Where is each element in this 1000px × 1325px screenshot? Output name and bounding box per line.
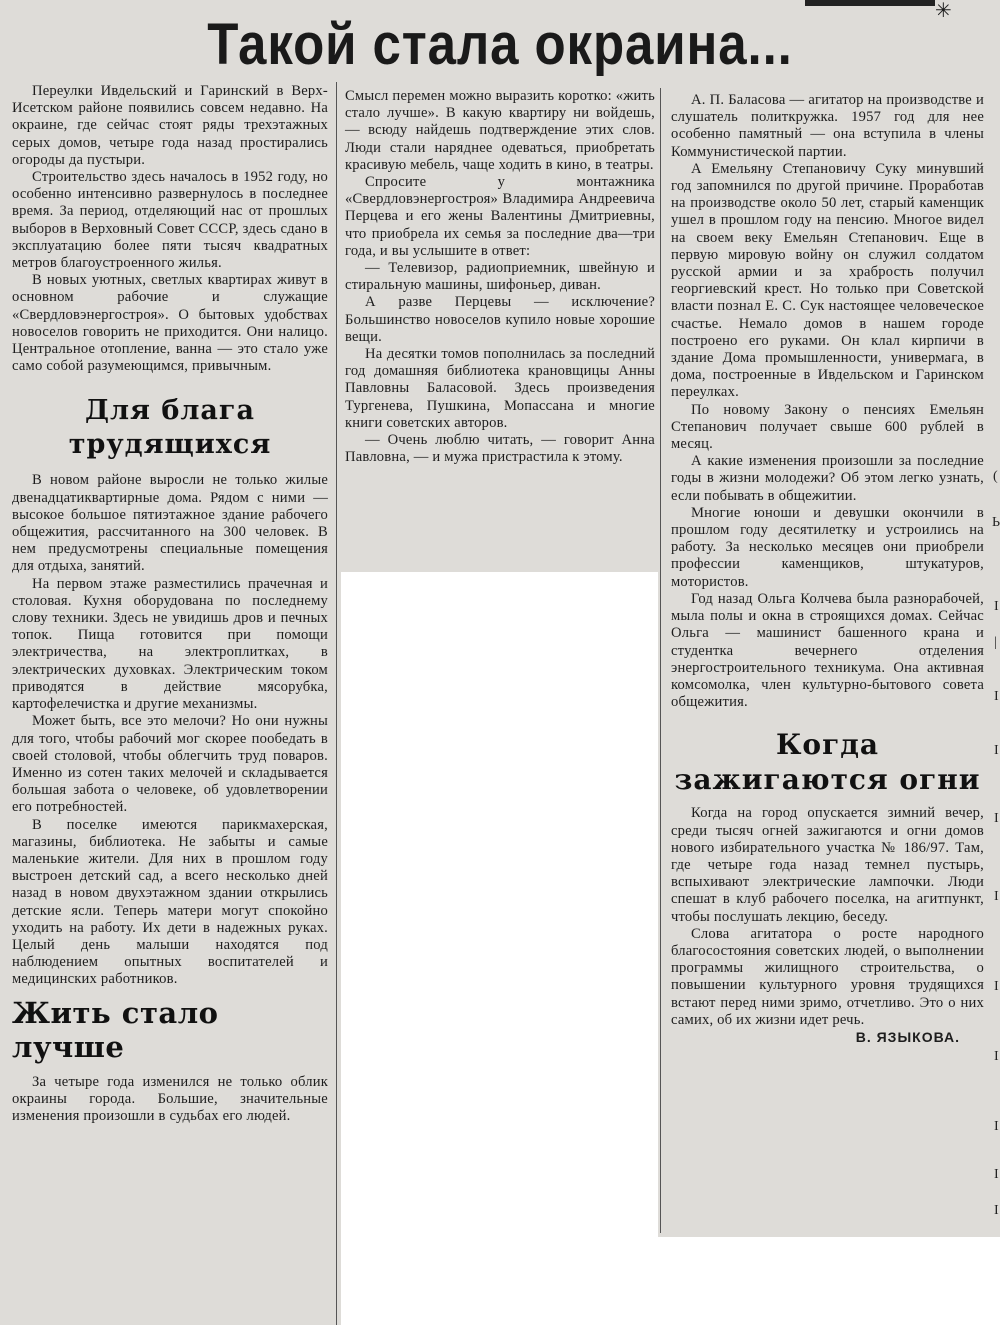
paragraph: Спросите у монтажника «Свердловэнергостроя» Владимира Андреевича Перцева и его жены Валентины Дмитриевны, что приобрела их семья за последние два—три года, и вы услышите в ответ:: [345, 174, 655, 259]
edge-fragment: I: [994, 979, 999, 994]
article-column-2: [345, 88, 655, 466]
edge-fragment: Ь: [992, 515, 1000, 530]
paragraph: В новом районе выросли не только жилые двенадцатиквартирные дома. Рядом с ними — высокое большое пятиэтажное здание рабочего общежития, рассчитанного на 300 человек. В нем предусмотрены специальные помещения для отдыха, занятий.: [12, 472, 328, 575]
subheading-zhit-stalo-luchshe: Жить стало лучше: [12, 995, 219, 1064]
paragraph: — Очень люблю читать, — говорит Анна Павловна, — и мужа пристрастила к этому.: [345, 432, 655, 466]
paragraph: А какие изменения произошли за последние годы в жизни молодежи? Об этом легко узнать, если побывать в общежитии.: [671, 453, 984, 504]
paragraph: В новых уютных, светлых квартирах живут в основном рабочие и служащие «Свердловэнергостроя». О бытовых удобствах новоселов говорить не приходится. Они налицо. Центральное отопление, ванна — это стало уже само собой разумеющимся, привычным.: [12, 272, 328, 375]
blank-cutout-area: [341, 572, 658, 1325]
paragraph: По новому Закону о пенсиях Емельян Степанович получает свыше 600 рублей в месяц.: [671, 401, 984, 453]
paragraph: Многие юноши и девушки окончили в прошлом году десятилетку и устроились на работу. За несколько месяцев они приобрели профессии каменщиков, штукатуров, мотористов.: [671, 504, 984, 590]
subheading-dlya-blaga: Для блага трудящихся: [68, 395, 272, 461]
author-signature: В. ЯЗЫКОВА.: [855, 1028, 960, 1045]
paragraph: Переулки Ивдельский и Гаринский в Верх-Исетском районе появились совсем недавно. На окраине, где сейчас стоят ряды трехэтажных серых домов, четыре года назад простирались огороды да пустыри.: [12, 83, 328, 168]
edge-fragment: I: [994, 1167, 999, 1182]
paragraph: А разве Перцевы — исключение? Большинство новоселов купило новые хорошие вещи.: [345, 294, 655, 345]
paragraph: — Телевизор, радиоприемник, швейную и стиральную машины, шифоньер, диван.: [345, 260, 655, 294]
paragraph: Может быть, все это мелочи? Но они нужны для того, чтобы рабочий мог скорее пообедать в своей столовой, чтобы облегчить труд поваров. Именно из сотен таких мелочей и складывается большая забота о человеке, об удовлетворении его потребностей.: [12, 713, 328, 816]
article-column-1: [12, 83, 328, 1125]
paragraph: Смысл перемен можно выразить коротко: «жить стало лучше». В какую квартиру ни войдешь, — всюду найдешь подтверждение этих слов. Люди стали наряднее одеваться, приобретать красивую мебель, чаще ходить в кино, в театры.: [345, 88, 655, 173]
paragraph: На десятки томов пополнилась за последний год домашняя библиотека крановщицы Анны Павловны Баласовой. Здесь произведения Тургенева, Пушкина, Мопассана и многие книги советских авторов.: [345, 346, 655, 431]
column-divider-1: [336, 82, 337, 1325]
edge-fragment: I: [994, 599, 999, 614]
page-headline: Такой стала окраина...: [207, 12, 793, 77]
paragraph: А Емельяну Степановичу Суку минувший год запомнился по другой причине. Проработав на производстве около 50 лет, старый каменщик ушел в прошлом году на пенсию. Многое видел на своем веку Емельян Степанович. Еще в первую мировую войну он служил солдатом русской армии и за храбрость получил георгиевский крест. Но только при Советской власти познал Е. С. Сук настоящее человеческое счастье. Немало домов в нашем городе построено его руками. Он клал кирпичи в здание Дома промышленности, универмага, в дома, построенные в Ивдельском и Гаринском переулках.: [671, 160, 984, 401]
paragraph: Строительство здесь началось в 1952 году, но особенно интенсивно развернулось в последнее время. За период, отделяющий нас от прошлых выборов в Верховный Совет СССР, здесь сдано в эксплуатацию более пяти тысяч квадратных метров благоустроенного жилья.: [12, 169, 328, 272]
edge-fragment: I: [994, 889, 999, 904]
edge-fragment: I: [994, 1049, 999, 1064]
article-column-3: [671, 92, 984, 1046]
edge-fragment: |: [994, 635, 997, 650]
top-rule-bar: [805, 0, 935, 6]
edge-fragment: (: [993, 469, 998, 484]
edge-fragment: I: [994, 743, 999, 758]
column-divider-2: [660, 88, 661, 1233]
paragraph: Год назад Ольга Колчева была разнорабочей, мыла полы и окна в строящихся домах. Сейчас Ольга — машинист башенного крана и студентка вечернего отделения энергостроительного техникума. Она активная комсомолка, член культурно-бытового совета общежития.: [671, 590, 984, 711]
paragraph: Когда на город опускается зимний вечер, среди тысяч огней зажигаются и огни домов нового избирательного участка № 186/97. Там, где четыре года назад темнел пустырь, вспыхивают электрические лампочки. Люди спешат в клуб рабочего поселка, на агитпункт, чтобы послушать лекцию, беседу.: [671, 805, 984, 925]
edge-fragment: I: [994, 1119, 999, 1134]
paragraph: На первом этаже разместились прачечная и столовая. Кухня оборудована по последнему слову техники. Здесь не увидишь дров и печных топок. Пища готовится при помощи электричества, на электроплитках, в электрических духовках. Электрическим током приводятся в действие мясорубка, картофелечистка и другие механизмы.: [12, 575, 328, 713]
edge-fragment: I: [994, 1203, 999, 1218]
star-ornament-icon: ✳: [935, 0, 952, 22]
subheading-kogda-zazhigayutsya-ogni: Когда зажигаются огни: [674, 728, 981, 797]
paragraph: За четыре года изменился не только облик окраины города. Большие, значительные изменения произошли в судьбах его людей.: [12, 1073, 328, 1124]
edge-fragment: I: [994, 811, 999, 826]
paragraph: В поселке имеются парикмахерская, магазины, библиотека. Не забыты и самые маленькие жители. Для них в прошлом году выстроен детский сад, а всего несколько дней назад в новом двухэтажном здании открылись детские ясли. Теперь матери могут спокойно уходить на работу. Их дети в надежных руках. Целый день малыши находятся под наблюдением опытных воспитателей и медицинских работников.: [12, 816, 328, 988]
edge-fragment: I: [994, 689, 999, 704]
paragraph: А. П. Баласова — агитатор на производстве и слушатель политкружка. 1957 год для нее особенно памятный — она вступила в члены Коммунистической партии.: [671, 92, 984, 160]
paragraph: Слова агитатора о росте народного благосостояния советских людей, о выполнении программы жилищного строительства, о повышении культурного уровня трудящихся встают перед ними зримо, отчетливо. Это о них самих, об их жизни идет речь.: [671, 925, 984, 1028]
